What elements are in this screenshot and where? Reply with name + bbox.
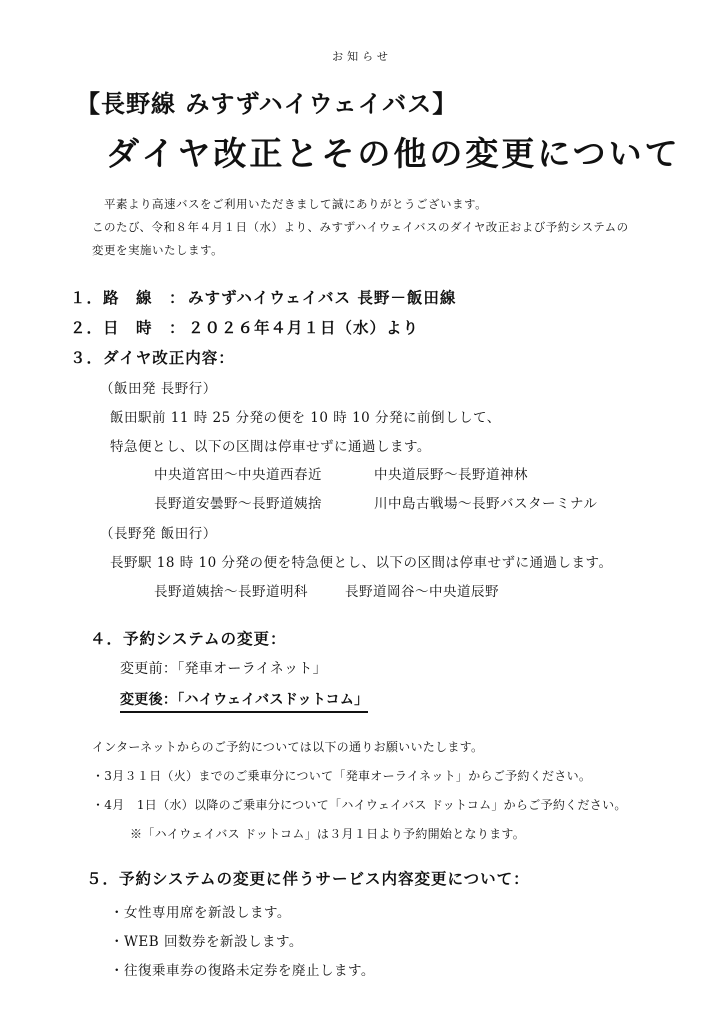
reservation-lead: インターネットからのご予約については以下の通りお願いいたします。: [92, 740, 484, 754]
nagano-segment: 長野道姨捨～長野道明科: [154, 584, 308, 600]
iida-segment: 川中島古戦場～長野バスターミナル: [374, 496, 598, 512]
section-route-label: １．路 線 ：: [70, 288, 186, 307]
iida-segment: 中央道辰野～長野道神林: [374, 467, 528, 483]
intro-line-1: 平素より高速バスをご利用いただきまして誠にありがとうございます。: [104, 197, 488, 211]
service-item: ・往復乗車券の復路未定券を廃止します。: [110, 963, 375, 979]
reservation-bullet-1: ・3月３１日（火）までのご乗車分について「発車オーライネット」からご予約ください。: [92, 769, 592, 783]
intro-line-2: このたび、令和８年４月１日（水）より、みすずハイウェイバスのダイヤ改正および予約システムの: [92, 220, 629, 234]
page-title: ダイヤ改正とその他の変更について: [106, 134, 681, 173]
iida-heading: （飯田発 長野行）: [100, 381, 217, 397]
route-title: 【長野線 みすずハイウェイバス】: [76, 89, 458, 118]
reservation-note: ※「ハイウェイバス ドットコム」は３月１日より予約開始となります。: [130, 827, 526, 841]
intro-line-3: 変更を実施いたします。: [92, 243, 224, 257]
iida-segment: 長野道安曇野～長野道姨捨: [154, 496, 322, 512]
section-route-value: みすずハイウェイバス 長野－飯田線: [188, 288, 457, 307]
reservation-after: 変更後：「ハイウェイバスドットコム」: [120, 689, 368, 713]
service-item: ・女性専用席を新設します。: [110, 905, 291, 921]
section-reservation-label: ４．予約システムの変更：: [90, 629, 287, 648]
section-date-value: ２０２６年４月１日（水）より: [188, 318, 420, 337]
reservation-before: 変更前：「発車オーライネット」: [120, 661, 327, 677]
section-service-label: ５．予約システムの変更に伴うサービス内容変更について：: [86, 869, 530, 888]
section-timetable-label: ３．ダイヤ改正内容：: [70, 348, 235, 367]
nagano-segment: 長野道岡谷～中央道辰野: [345, 584, 499, 600]
nagano-heading: （長野発 飯田行）: [100, 526, 217, 542]
iida-line-2: 特急便とし、以下の区間は停車せずに通過します。: [110, 439, 431, 455]
section-date-label: ２．日 時 ：: [70, 318, 186, 337]
service-item: ・WEB 回数券を新設します。: [110, 934, 303, 950]
iida-segment: 中央道宮田～中央道西春近: [154, 467, 322, 483]
reservation-bullet-2: ・4月 1日（水）以降のご乗車分について「ハイウェイバス ドットコム」からご予約ください。: [92, 798, 627, 812]
iida-line-1: 飯田駅前 11 時 25 分発の便を 10 時 10 分発に前倒しして、: [110, 410, 501, 426]
nagano-line-1: 長野駅 18 時 10 分発の便を特急便とし、以下の区間は停車せずに通過します。: [110, 555, 613, 571]
notice-label: お知らせ: [332, 50, 392, 63]
